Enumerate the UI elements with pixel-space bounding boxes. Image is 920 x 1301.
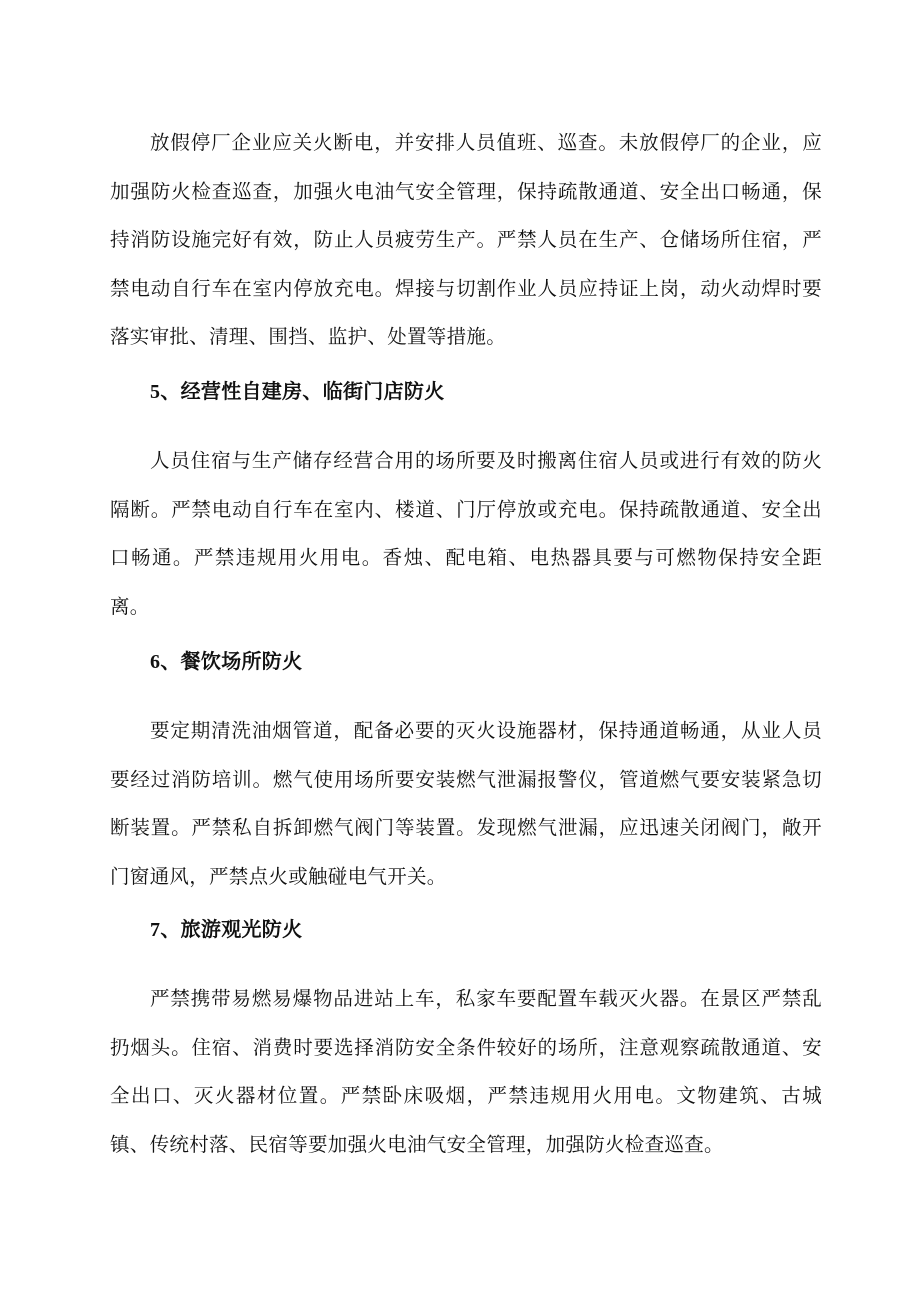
paragraph-catering-venues: 要定期清洗油烟管道，配备必要的灭火设施器材，保持通道畅通，从业人员要经过消防培训。燃气使用场所要安装燃气泄漏报警仪，管道燃气要安装紧急切断装置。严禁私自拆卸燃气阀门等装置。发现燃气泄漏，应迅速关闭阀门，敞开门窗通风，严禁点火或触碰电气开关。 (110, 719, 822, 888)
paragraph-tourism-sightseeing: 严禁携带易燃易爆物品进站上车，私家车要配置车载灭火器。在景区严禁乱扔烟头。住宿、消费时要选择消防安全条件较好的场所，注意观察疏散通道、安全出口、灭火器材位置。严禁卧床吸烟，严禁违规用火用电。文物建筑、古城镇、传统村落、民宿等要加强火电油气安全管理，加强防火检查巡查。 (110, 987, 822, 1156)
section-title-5: 、经营性自建房、临街门店防火 (160, 379, 445, 403)
section-number-7: 7 (150, 919, 161, 941)
section-heading-7 (150, 914, 302, 945)
paragraph-self-built-houses: 人员住宿与生产储存经营合用的场所要及时搬离住宿人员或进行有效的防火隔断。严禁电动自行车在室内、楼道、门厅停放或充电。保持疏散通道、安全出口畅通。严禁违规用火用电。香烛、配电箱、电热器具要与可燃物保持安全距离。 (110, 449, 822, 618)
section-title-7: 、旅游观光防火 (160, 917, 303, 941)
paragraph-factory-fire-safety: 放假停厂企业应关火断电，并安排人员值班、巡查。未放假停厂的企业，应加强防火检查巡查，加强火电油气安全管理，保持疏散通道、安全出口畅通，保持消防设施完好有效，防止人员疲劳生产。严禁人员在生产、仓储场所住宿，严禁电动自行车在室内停放充电。焊接与切割作业人员应持证上岗，动火动焊时要落实审批、清理、围挡、监护、处置等措施。 (110, 131, 822, 348)
section-number-6: 6 (150, 651, 161, 673)
section-number-5: 5 (150, 381, 161, 403)
section-heading-5 (150, 376, 445, 407)
section-heading-6 (150, 646, 302, 677)
section-title-6: 、餐饮场所防火 (160, 649, 303, 673)
